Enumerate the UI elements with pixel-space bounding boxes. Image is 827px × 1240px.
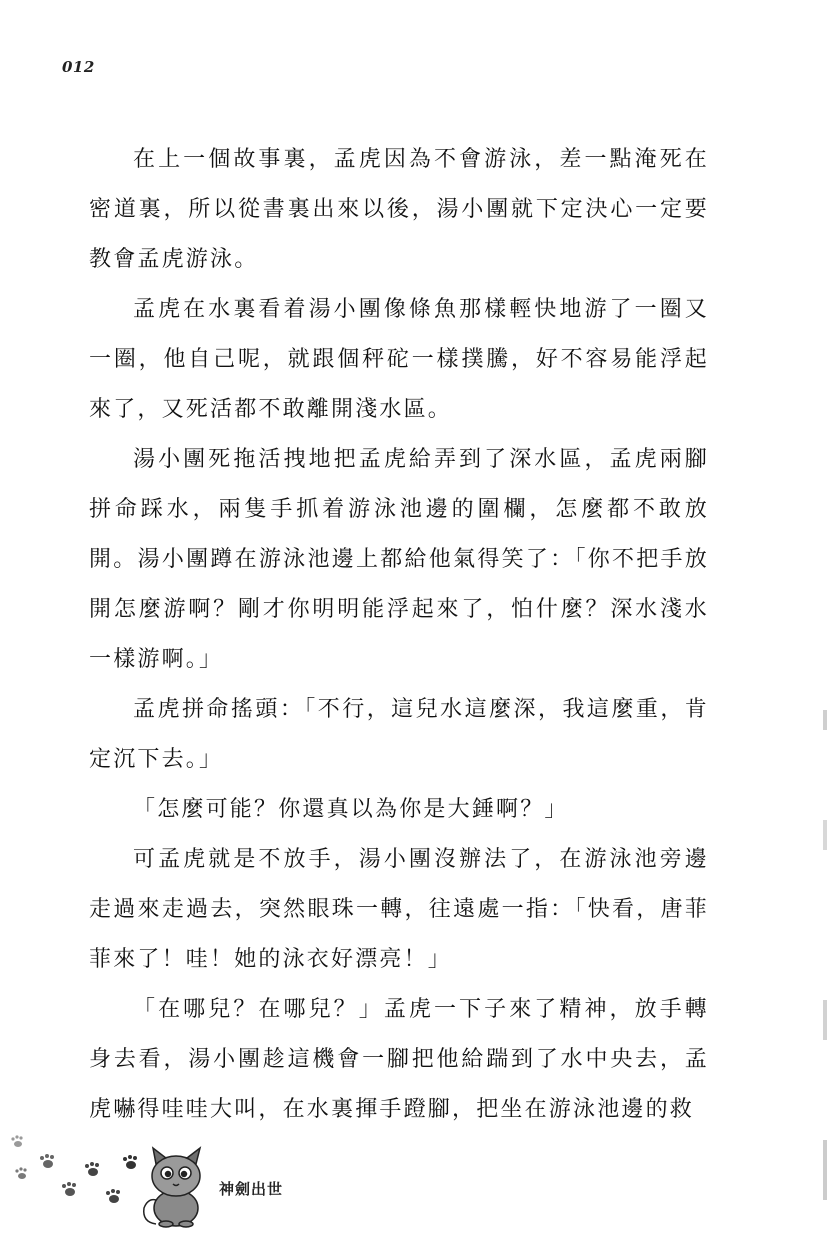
paragraph-6: 可孟虎就是不放手，湯小團沒辦法了，在游泳池旁邊走過來走過去，突然眼珠一轉，往遠處一指：「快看，唐菲菲來了！哇！她的泳衣好漂亮！」: [89, 847, 709, 972]
cat-figure: [144, 1148, 200, 1227]
paragraph-4: 孟虎拼命搖頭：「不行，這兒水這麼深，我這麼重，肯定沉下去。」: [89, 697, 709, 772]
paw-print-icon: [62, 1182, 76, 1196]
paw-print-icon: [106, 1189, 120, 1203]
paragraph-1: 在上一個故事裏，孟虎因為不會游泳，差一點淹死在密道裏，所以從書裏出來以後，湯小團就下定決心一定要教會孟虎游泳。: [89, 147, 709, 272]
paw-print-icon: [40, 1154, 54, 1168]
paragraph-2: 孟虎在水裏看着湯小團像條魚那樣輕快地游了一圈又一圈，他自己呢，就跟個秤砣一樣撲騰，好不容易能浮起來了，又死活都不敢離開淺水區。: [89, 297, 709, 422]
paragraph-3: 湯小團死拖活拽地把孟虎給弄到了深水區，孟虎兩腳拼命踩水，兩隻手抓着游泳池邊的圍欄，怎麼都不敢放開。湯小團蹲在游泳池邊上都給他氣得笑了：「你不把手放開怎麼游啊？剛才你明明能浮起來了，怕什麼？深水淺水一樣游啊。」: [89, 447, 709, 672]
page-number: 012: [62, 58, 95, 76]
body-text: [89, 135, 709, 1135]
paw-print-icon: [123, 1155, 137, 1169]
cat-mascot-icon: [6, 1128, 206, 1228]
paragraph-7: 「在哪兒？在哪兒？」孟虎一下子來了精神，放手轉身去看，湯小團趁這機會一腳把他給踹到了水中央去，孟虎嚇得哇哇大叫，在水裏揮手蹬腳，把坐在游泳池邊的救: [89, 997, 709, 1122]
paw-print-icon: [85, 1162, 99, 1176]
paw-print-icon: [15, 1167, 26, 1179]
page-edge-marks: [823, 700, 827, 1220]
paw-print-icon: [11, 1135, 22, 1147]
footer-book-title: 神劍出世: [219, 1180, 284, 1198]
paragraph-5: 「怎麼可能？你還真以為你是大錘啊？」: [133, 797, 569, 822]
